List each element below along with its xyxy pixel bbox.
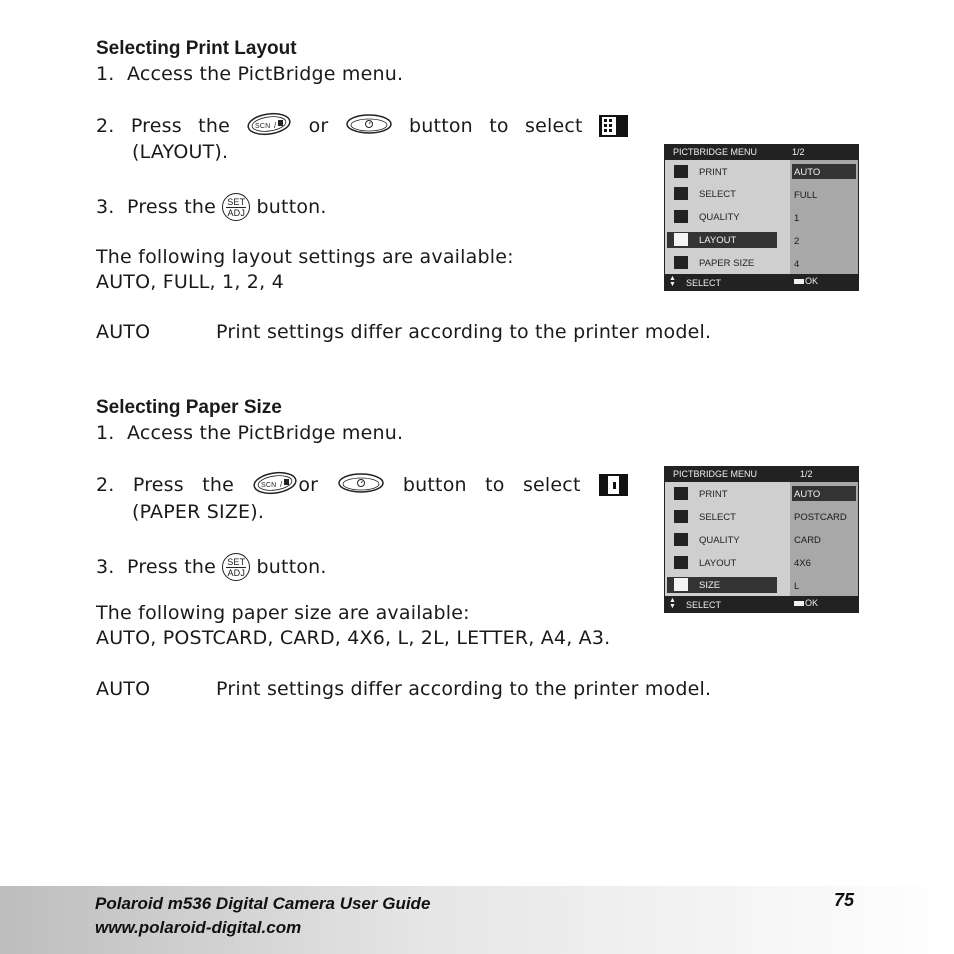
layout-icon: [674, 233, 688, 246]
value-auto: AUTO: [792, 164, 856, 179]
menu-item-select: SELECT: [667, 186, 777, 202]
quality-icon: [674, 533, 688, 546]
select-icon: [674, 187, 688, 200]
paper-size-list: AUTO, POSTCARD, CARD, 4X6, L, 2L, LETTER, A4, A3.: [96, 627, 611, 649]
step-number: 3.: [96, 556, 115, 578]
up-down-arrows-icon: ▲ ▼: [669, 597, 676, 610]
svg-text:/: /: [280, 479, 283, 489]
menu-item-print: PRINT: [667, 164, 777, 180]
step-text: Access the PictBridge menu.: [127, 63, 404, 85]
value-4x6: 4X6: [794, 558, 811, 569]
layout-settings-list: AUTO, FULL, 1, 2, 4: [96, 271, 284, 293]
step-number: 1.: [96, 63, 115, 85]
up-down-arrows-icon: ▲ ▼: [669, 275, 676, 288]
layout-icon: [599, 115, 628, 137]
pictbridge-menu-screen-paper-size: [664, 466, 859, 613]
step-3: 3. Press the SET ADJ button.: [96, 190, 327, 224]
step-2: 2. Press the SCN / or button to select: [96, 468, 628, 502]
select-icon: [674, 510, 688, 523]
step-text: Access the PictBridge menu.: [127, 422, 404, 444]
menu-item-size: SIZE: [667, 577, 777, 593]
value-l: L: [794, 581, 800, 592]
set-adj-button-icon: SET ADJ: [222, 193, 250, 221]
value-2: 2: [794, 236, 800, 247]
value-card: CARD: [794, 535, 821, 546]
menu-item-quality: QUALITY: [667, 532, 777, 548]
paper-size-icon: [674, 256, 688, 269]
guide-title: Polaroid m536 Digital Camera User Guide: [95, 894, 431, 913]
step-1: [96, 422, 403, 444]
step-number: 2.: [96, 474, 115, 496]
scn-label: SCN: [255, 122, 271, 130]
menu-item-layout: LAYOUT: [667, 555, 777, 571]
value-1: 1: [794, 213, 800, 224]
screen-header: PICTBRIDGE MENU 1/2: [664, 144, 859, 160]
section-heading-print-layout: Selecting Print Layout: [96, 38, 297, 59]
step-2-continuation: (LAYOUT).: [132, 141, 229, 163]
menu-item-quality: QUALITY: [667, 209, 777, 225]
layout-icon: [674, 556, 688, 569]
value-full: FULL: [794, 190, 818, 201]
website-url: www.polaroid-digital.com: [95, 918, 302, 937]
set-adj-button-icon: SET ADJ: [222, 553, 250, 581]
menu-item-layout: LAYOUT: [667, 232, 777, 248]
value-auto: AUTO: [792, 486, 856, 501]
print-icon: [674, 487, 688, 500]
step-number: 2.: [96, 115, 115, 137]
value-4: 4: [794, 259, 800, 270]
menu-item-paper-size: PAPER SIZE: [667, 255, 777, 271]
definition-term: AUTO: [96, 321, 151, 343]
layout-settings-intro: The following layout settings are available:: [96, 246, 514, 268]
definition-term: AUTO: [96, 678, 151, 700]
value-postcard: POSTCARD: [794, 512, 847, 523]
definition-text: Print settings differ according to the printer model.: [216, 321, 712, 343]
screen-footer: ▲ ▼ SELECT OK: [664, 274, 859, 291]
step-2: 2. Press the SCN / or button to select: [96, 110, 628, 142]
step-3: 3. Press the SET ADJ button.: [96, 550, 327, 584]
step-1: [96, 63, 403, 85]
screen-header: PICTBRIDGE MENU 1/2: [664, 466, 859, 482]
menu-item-print: PRINT: [667, 486, 777, 502]
self-timer-button-icon: [345, 111, 393, 142]
screen-footer: ▲ ▼ SELECT OK: [664, 596, 859, 613]
scene-button-icon: [246, 111, 292, 142]
step-number: 3.: [96, 196, 115, 218]
definition-text: Print settings differ according to the printer model.: [216, 678, 712, 700]
scene-button-icon: [252, 470, 298, 501]
scn-label: SCN: [261, 481, 277, 489]
page-footer: [0, 886, 954, 954]
print-icon: [674, 165, 688, 178]
paper-size-icon: [599, 474, 628, 496]
quality-icon: [674, 210, 688, 223]
section-heading-paper-size: Selecting Paper Size: [96, 397, 282, 418]
paper-size-icon: [674, 578, 688, 591]
paper-size-intro: The following paper size are available:: [96, 602, 470, 624]
step-2-continuation: (PAPER SIZE).: [132, 501, 265, 523]
menu-item-select: SELECT: [667, 509, 777, 525]
pictbridge-menu-screen-layout: [664, 144, 859, 291]
set-icon: [794, 601, 804, 606]
page-number: 75: [834, 890, 855, 910]
svg-text:/: /: [274, 120, 277, 130]
set-icon: [794, 279, 804, 284]
step-number: 1.: [96, 422, 115, 444]
self-timer-button-icon: [337, 470, 385, 501]
